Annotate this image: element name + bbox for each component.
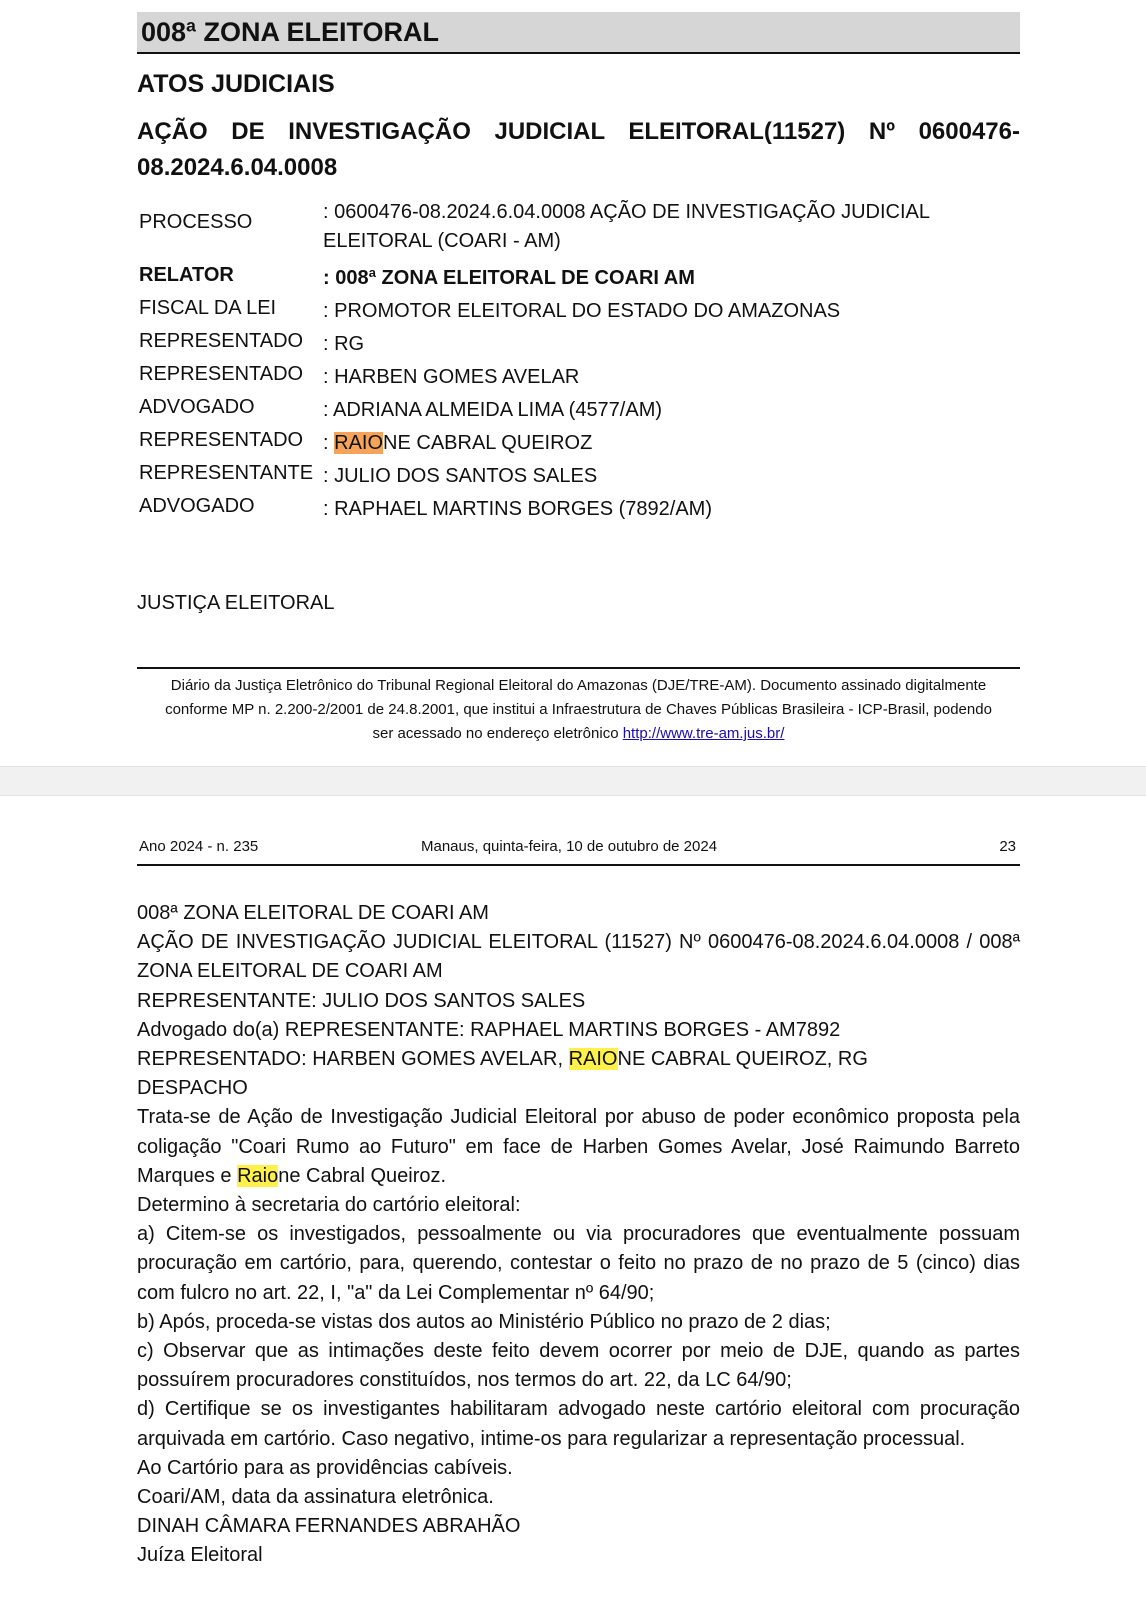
footer-line — [137, 722, 1020, 746]
search-highlight: Raio — [237, 1164, 279, 1187]
text-line: Advogado do(a) REPRESENTANTE: RAPHAEL MARTINS BORGES - AM7892 — [137, 1018, 841, 1041]
paragraph — [137, 1103, 1020, 1191]
page-footer — [137, 674, 1020, 746]
header-date: Manaus, quinta-feira, 10 de outubro de 2024 — [421, 838, 718, 855]
party-row-relator — [139, 264, 1019, 297]
text-line: DESPACHO — [137, 1077, 248, 1100]
party-value: : RAPHAEL MARTINS BORGES (7892/AM) — [323, 498, 712, 520]
party-value: : RG — [323, 333, 365, 355]
party-value: : PROMOTOR ELEITORAL DO ESTADO DO AMAZONAS — [323, 300, 841, 322]
party-label: RELATOR — [139, 264, 234, 286]
page-1 — [0, 0, 1146, 766]
party-value-suffix: NE CABRAL QUEIROZ — [383, 432, 593, 454]
party-label: REPRESENTADO — [139, 330, 304, 352]
footer-divider — [137, 667, 1020, 669]
text-line: REPRESENTANTE: JULIO DOS SANTOS SALES — [137, 989, 586, 1012]
list-item: a) Citem-se os investigados, pessoalmente ou via procuradores que eventualmente possuam procuração em cartório, para, querendo, contestar o feito no prazo de no prazo de 5 (cinco) dias com fulcro no art. 22, I, "a" da Lei Complementar nº 64/90; — [137, 1223, 1020, 1304]
party-row-fiscal — [139, 297, 1019, 330]
search-highlight: RAIO — [334, 432, 384, 454]
signer-role: Juíza Eleitoral — [137, 1544, 263, 1567]
text-line: AÇÃO DE INVESTIGAÇÃO JUDICIAL ELEITORAL (11527) Nº 0600476-08.2024.6.04.0008 / 008ª ZONA ELEITORAL DE COARI AM — [137, 931, 1020, 983]
party-label: REPRESENTANTE — [139, 462, 314, 484]
list-item: b) Após, proceda-se vistas dos autos ao Ministério Público no prazo de 2 dias; — [137, 1310, 831, 1333]
acao-heading: AÇÃO DE INVESTIGAÇÃO JUDICIAL ELEITORAL(11527) Nº 0600476-08.2024.6.04.0008 — [137, 118, 1020, 181]
party-row-advogado — [139, 495, 1019, 528]
text-span: REPRESENTADO: HARBEN GOMES AVELAR, — [137, 1048, 569, 1071]
header-edition: Ano 2024 - n. 235 — [139, 838, 259, 855]
party-value: : 0600476-08.2024.6.04.0008 AÇÃO DE INVESTIGAÇÃO JUDICIAL ELEITORAL (COARI - AM) — [323, 201, 930, 252]
party-label: FISCAL DA LEI — [139, 297, 277, 319]
page-separator — [0, 766, 1146, 796]
parties-table — [139, 198, 1019, 528]
footer-line-text: ser acessado no endereço eletrônico — [372, 725, 619, 742]
list-item: c) Observar que as intimações deste feito devem ocorrer por meio de DJE, quando as partes possuírem procuradores constituídos, nos termos do art. 22, da LC 64/90; — [137, 1340, 1020, 1392]
text-line: Determino à secretaria do cartório eleitoral: — [137, 1194, 521, 1217]
justica-eleitoral-label: JUSTIÇA ELEITORAL — [137, 592, 335, 614]
party-value: : ADRIANA ALMEIDA LIMA (4577/AM) — [323, 399, 663, 421]
text-line: Coari/AM, data da assinatura eletrônica. — [137, 1486, 494, 1509]
page-2 — [0, 796, 1146, 1600]
party-value: : HARBEN GOMES AVELAR — [323, 366, 580, 388]
text-span: Trata-se de Ação de Investigação Judicial Eleitoral por abuso de poder econômico proposta pela coligação "Coari Rumo ao Futuro" em face de Harben Gomes Avelar, José Raimundo Barreto Marques e — [137, 1106, 1020, 1187]
party-label: REPRESENTADO — [139, 363, 304, 385]
header-page-number: 23 — [999, 838, 1016, 855]
party-row-representado — [139, 363, 1019, 396]
text-line: 008ª ZONA ELEITORAL DE COARI AM — [137, 902, 489, 924]
party-label: ADVOGADO — [139, 495, 255, 517]
search-highlight: RAIO — [568, 1048, 618, 1071]
signer-name: DINAH CÂMARA FERNANDES ABRAHÃO — [137, 1515, 521, 1538]
party-value — [323, 429, 1019, 462]
atos-judiciais-heading: ATOS JUDICIAIS — [137, 70, 335, 98]
party-value-prefix: : — [323, 432, 335, 454]
party-row-representado — [139, 429, 1019, 462]
footer-line: conforme MP n. 2.200-2/2001 de 24.8.2001, que institui a Infraestrutura de Chaves Públicas Brasileira - ICP-Brasil, podendo — [165, 701, 992, 718]
page-header — [137, 838, 1020, 866]
party-value: : JULIO DOS SANTOS SALES — [323, 465, 598, 487]
party-label: REPRESENTADO — [139, 429, 304, 451]
text-span: NE CABRAL QUEIROZ, RG — [617, 1048, 868, 1071]
party-row-representante — [139, 462, 1019, 495]
list-item: d) Certifique se os investigantes habilitaram advogado neste cartório eleitoral com procuração arquivada em cartório. Caso negativo, intime-os para regularizar a representação processual. — [137, 1398, 1020, 1450]
party-row-advogado — [139, 396, 1019, 429]
party-row-processo — [139, 198, 1019, 264]
text-line: Ao Cartório para as providências cabíveis. — [137, 1456, 513, 1479]
party-value: : 008ª ZONA ELEITORAL DE COARI AM — [323, 267, 695, 289]
zone-title-bar: 008ª ZONA ELEITORAL — [137, 12, 1020, 54]
party-label: ADVOGADO — [139, 396, 255, 418]
despacho-body — [137, 899, 1020, 1571]
party-label: PROCESSO — [139, 211, 253, 233]
text-span: ne Cabral Queiroz. — [278, 1164, 447, 1187]
tre-am-link[interactable]: http://www.tre-am.jus.br/ — [622, 725, 785, 742]
footer-line: Diário da Justiça Eletrônico do Tribunal Regional Eleitoral do Amazonas (DJE/TRE-AM). Documento assinado digitalmente — [170, 677, 987, 694]
text-line — [137, 1045, 1020, 1074]
party-row-representado — [139, 330, 1019, 363]
